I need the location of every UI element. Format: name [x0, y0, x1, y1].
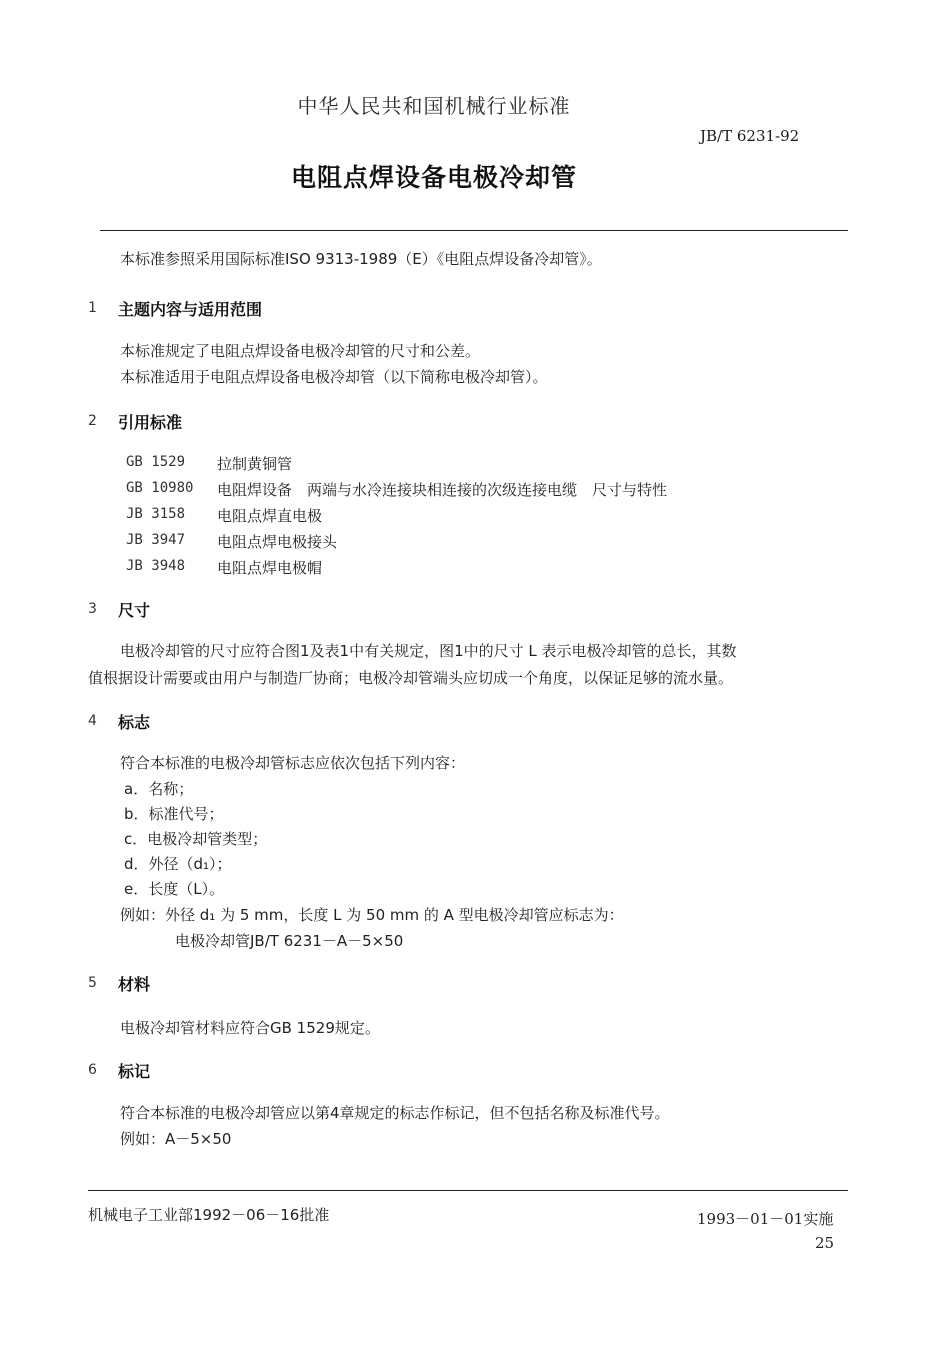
section-1-line: 本标准适用于电阻点焊设备电极冷却管（以下简称电极冷却管）。: [120, 368, 548, 386]
header-divider: [100, 230, 848, 231]
section-2-number: 2: [88, 413, 97, 429]
section-1-line: 本标准规定了电阻点焊设备电极冷却管的尺寸和公差。: [120, 342, 481, 360]
effective-date: 1993－01－01实施: [697, 1210, 834, 1228]
section-5-number: 5: [88, 975, 97, 991]
intro-text: 本标准参照采用国际标准ISO 9313-1989（E）《电阻点焊设备冷却管》。: [120, 250, 602, 268]
document-title: 电阻点焊设备电极冷却管: [290, 163, 577, 192]
section-3-line: 值根据设计需要或由用户与制造厂协商；电极冷却管端头应切成一个角度，以保证足够的流水量。: [88, 669, 734, 687]
section-6-title: 标记: [118, 1062, 151, 1081]
reference-code: GB 10980: [126, 480, 194, 496]
section-1-title: 主题内容与适用范围: [118, 300, 263, 319]
section-4-lead: 符合本标准的电极冷却管标志应依次包括下列内容：: [120, 754, 466, 772]
section-6-example: 例如：A－5×50: [120, 1130, 232, 1148]
section-1-number: 1: [88, 300, 97, 316]
reference-code: JB 3158: [126, 506, 186, 522]
section-4-number: 4: [88, 713, 97, 729]
section-3-number: 3: [88, 601, 97, 617]
section-4-title: 标志: [118, 713, 151, 732]
reference-title: 电阻点焊电极帽: [217, 559, 323, 577]
reference-title: 拉制黄铜管: [217, 455, 293, 473]
marking-example-mark: 电极冷却管JB/T 6231－A－5×50: [175, 932, 404, 950]
section-5-line: 电极冷却管材料应符合GB 1529规定。: [120, 1019, 380, 1037]
reference-title: 电阻点焊直电极: [217, 507, 323, 525]
footer-divider: [88, 1190, 848, 1191]
section-5-title: 材料: [118, 975, 151, 994]
reference-title: 电阻点焊电极接头: [217, 533, 338, 551]
section-6-line: 符合本标准的电极冷却管应以第4章规定的标志作标记，但不包括名称及标准代号。: [120, 1104, 670, 1122]
section-3-title: 尺寸: [118, 601, 151, 620]
reference-code: JB 3948: [126, 558, 186, 574]
marking-example: 例如：外径 d₁ 为 5 mm，长度 L 为 50 mm 的 A 型电极冷却管应标志为：: [120, 906, 624, 924]
reference-title: 电阻焊设备 两端与水冷连接块相连接的次级连接电缆 尺寸与特性: [217, 481, 668, 499]
marking-item: b．标准代号；: [124, 805, 224, 823]
standard-code: JB/T 6231-92: [700, 127, 800, 145]
marking-item: a．名称；: [124, 780, 194, 798]
section-6-number: 6: [88, 1062, 97, 1078]
issuing-organization: 中华人民共和国机械行业标准: [297, 94, 571, 118]
reference-code: JB 3947: [126, 532, 186, 548]
marking-item: e．长度（L）。: [124, 880, 225, 898]
section-3-line: 电极冷却管的尺寸应符合图1及表1中有关规定，图1中的尺寸 L 表示电极冷却管的总长，其数: [120, 642, 737, 660]
page-number: 25: [815, 1234, 835, 1252]
reference-code: GB 1529: [126, 454, 186, 470]
section-2-title: 引用标准: [118, 413, 183, 432]
approval-date: 机械电子工业部1992－06－16批准: [88, 1206, 330, 1224]
marking-item: d．外径（d₁）；: [124, 855, 232, 873]
marking-item: c．电极冷却管类型；: [124, 830, 268, 848]
